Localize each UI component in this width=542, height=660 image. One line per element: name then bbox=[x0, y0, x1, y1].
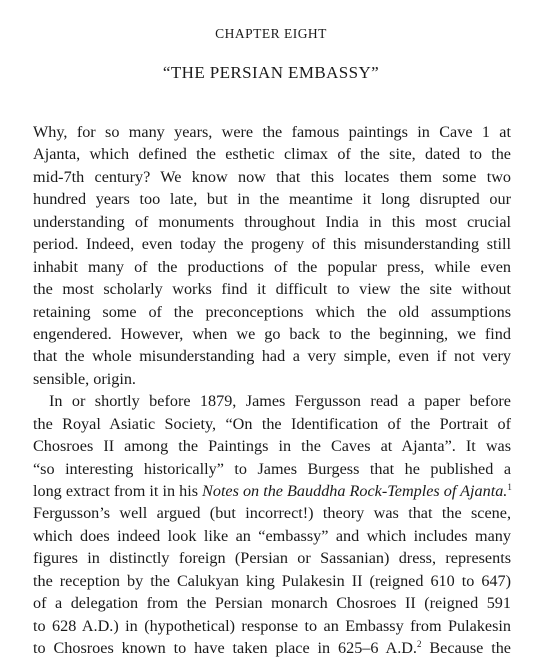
text-line: that the whole misunderstanding had a very simple, even if not very bbox=[33, 347, 511, 366]
text-line: the most scholarly works find it difficult to view the site without bbox=[33, 280, 511, 299]
text-line: retaining some of the preconceptions which the old assumptions bbox=[33, 302, 511, 321]
text-run: to Chosroes known to have taken place in 625–6 A.D. bbox=[33, 639, 417, 658]
text-line bbox=[33, 480, 511, 502]
text-line: Why, for so many years, were the famous paintings in Cave 1 at bbox=[33, 123, 511, 141]
text-line: the reception by the Calukyan king Pulakesin II (reigned 610 to 647) bbox=[33, 571, 511, 590]
text-line: hundred years too late, but in the meantime it long disrupted our bbox=[33, 190, 511, 209]
paragraph bbox=[33, 390, 511, 659]
text-run: Because the bbox=[421, 639, 511, 658]
text-run: long extract from it in his bbox=[33, 482, 203, 500]
body-text bbox=[33, 121, 511, 660]
text-line: Fergusson’s well argued (but incorrect!) theory was that the scene, bbox=[33, 504, 511, 523]
text-line: “so interesting historically” to James Burgess that he published a bbox=[33, 459, 511, 478]
text-line: figures in distinctly foreign (Persian or Sassanian) dress, represents bbox=[33, 549, 511, 568]
text-line: mid-7th century? We know now that this locates them some two bbox=[33, 167, 511, 186]
text-line: Ajanta, which defined the esthetic climax of the site, dated to the bbox=[33, 145, 511, 164]
text-line: Chosroes II among the Paintings in the Caves at Ajanta”. It was bbox=[33, 437, 511, 456]
book-title: Notes on the Bauddha Rock-Temples of Ajanta. bbox=[202, 482, 508, 500]
text-line: engendered. However, when we go back to the beginning, we find bbox=[33, 324, 511, 343]
text-line: inhabit many of the productions of the popular press, while even bbox=[33, 257, 511, 276]
text-line: period. Indeed, even today the progeny of this misunderstanding still bbox=[33, 235, 511, 254]
text-line: of a delegation from the Persian monarch Chosroes II (reigned 591 bbox=[33, 594, 511, 613]
text-line bbox=[33, 637, 511, 659]
text-line: In or shortly before 1879, James Fergusson read a paper before bbox=[49, 392, 511, 411]
paragraph bbox=[33, 121, 511, 390]
footnote-marker: 2 bbox=[416, 639, 422, 650]
chapter-label: CHAPTER EIGHT bbox=[215, 26, 327, 41]
chapter-title: “THE PERSIAN EMBASSY” bbox=[162, 63, 380, 82]
footnote-marker: 1 bbox=[507, 482, 512, 492]
text-line: which does indeed look like an “embassy” and which includes many bbox=[33, 526, 511, 545]
text-line: to 628 A.D.) in (hypothetical) response to an Embassy from Pulakesin bbox=[33, 616, 511, 635]
text-line: sensible, origin. bbox=[33, 369, 136, 388]
text-line: understanding of monuments throughout India in this most crucial bbox=[33, 212, 511, 231]
text-line: the Royal Asiatic Society, “On the Identification of the Portrait of bbox=[33, 414, 511, 433]
